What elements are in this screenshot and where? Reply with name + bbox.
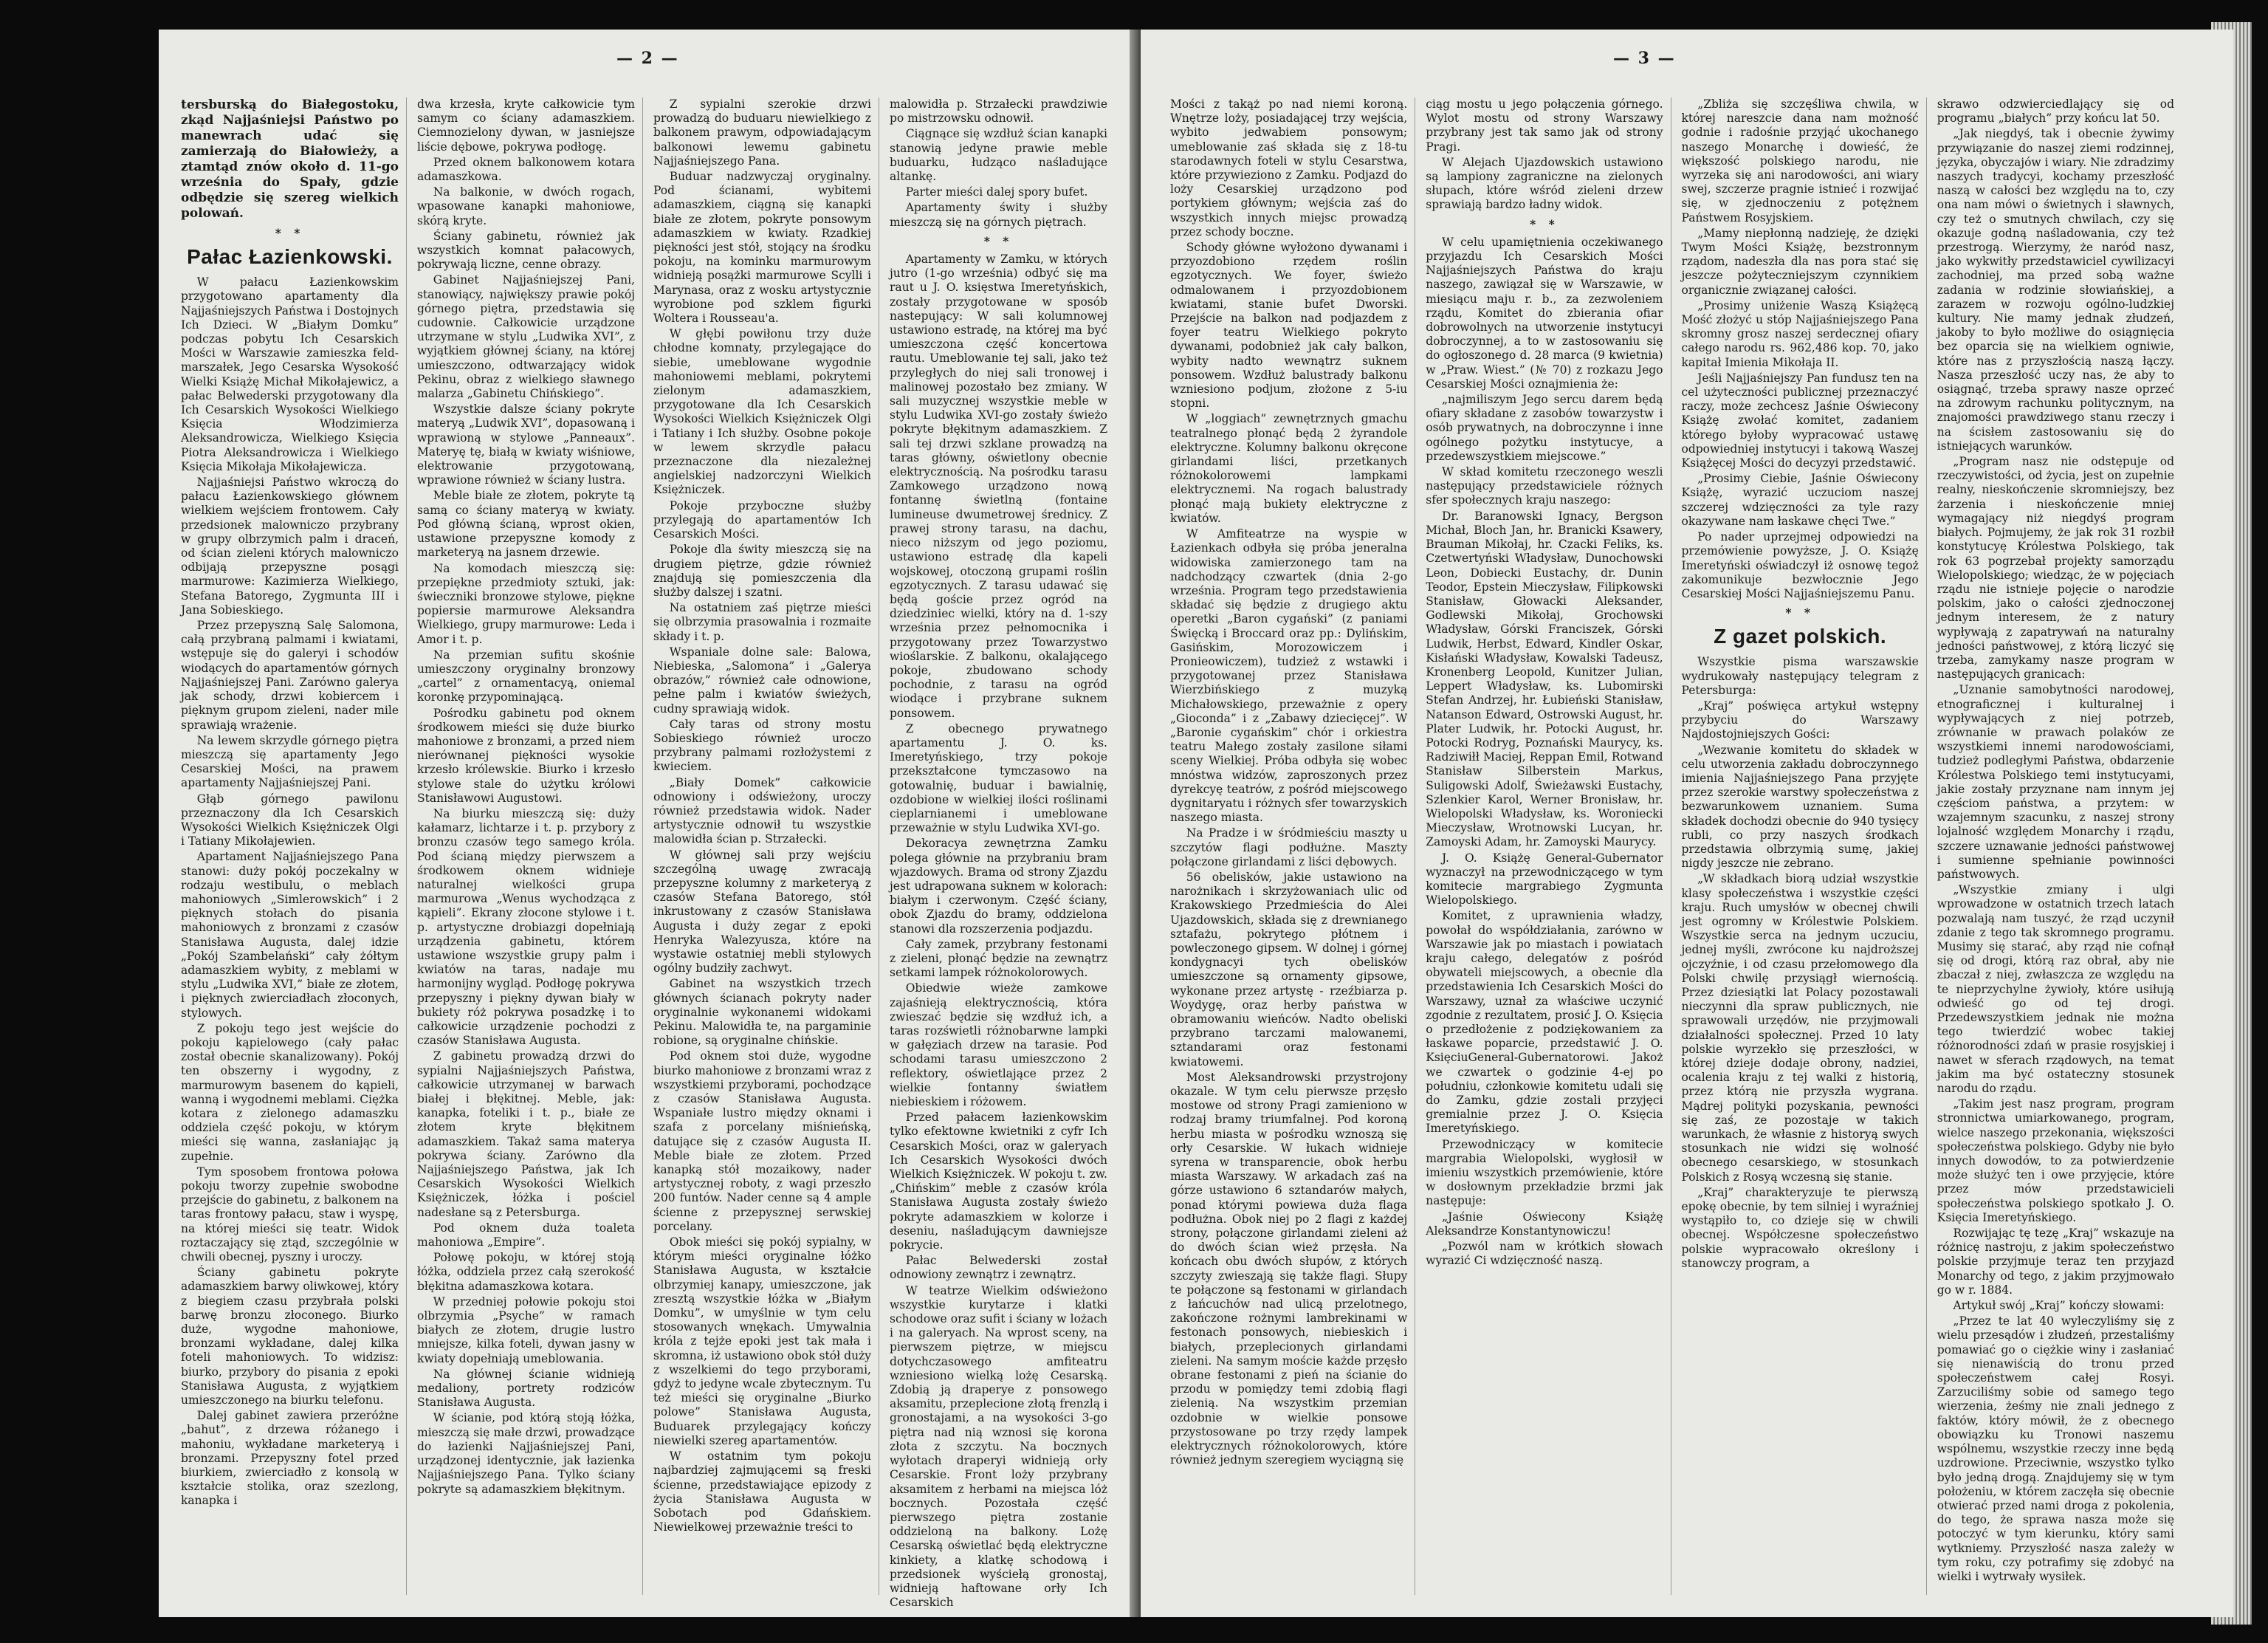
paragraph: Z pokoju tego jest wejście do pokoju kąpielowego (cały pałac został obecnie skanalizowany). Pokój ten obszerny i wygodny, z marmurowym basenem do kąpieli, wanną i wygodnemi meblami. Ciężka kotara z zielonego adamaszku oddziela część pokoju, w którym mieści się wanna, zasłaniając ją zupełnie. (181, 1021, 399, 1163)
paragraph: Parter mieści dalej spory bufet. (905, 185, 1088, 199)
right-page (1141, 30, 2233, 1617)
paragraph: Mości z takąż po nad niemi koroną. Wnętrze loży, posiadającej trzy wejścia, wybito jedwabiem ponsowym; umeblowanie zaś składa się z 18-tu starodawnych foteli w stylu Cesarstwa, które przywieziono z Zamku. Podjazd do loży Cesarskiej urządzono pod portykiem głównym; wejścia zaś do wszystkich innych miejsc prowadzą przez schody boczne. (1170, 97, 1408, 239)
paragraph: W „loggiach” zewnętrznych gmachu teatralnego płonąć będą 2 żyrandole elektryczne. Kolumny balkonu okręcone girlandami liści, przetkanych różnokolorowemi lampkami elektrycznemi. Na rogach balustrady płonąć mają bukiety elektryczne z kwiatów. (1170, 412, 1408, 525)
paragraph: Cały taras od strony mostu Sobieskiego również uroczo przybrany palmami rozłożystemi z kwieciem. (653, 717, 871, 774)
paragraph: „Prosimy uniżenie Waszą Książęcą Mość złożyć u stóp Najjaśniejszego Pana skromny grosz naszej serdecznej ofiary całego narodu rs. 962,486 kop. 70, jako kapitał Imienia Mikołaja II. (1681, 298, 1919, 369)
paragraph: W ostatnim tym pokoju najbardziej zajmującemi są freski ścienne, przedstawiające epizody z życia Stanisława Augusta w Sobotach pod Gdańskiem. Niewielkowej przeważnie treści to (653, 1450, 871, 1534)
paragraph: Most Aleksandrowski przystrojony okazale. W tym celu pierwsze przęsło mostowe od strony Pragi zamieniono w rodzaj bramy triumfalnej. Pod koroną herbu miasta w pośrodku wznoszą się orły Cesarskie. W łukach widnieje syrena w transparencie, obok herbu miasta Warszawy. W arkadach zaś na górze ustawiono 6 sztandarów małych, ponad którymi powiewa duża flaga podłużna. Obok niej po 2 flagi z każdej strony, połączone girlandami zieleni aż do dwóch ścian wież przęsła. Na końcach obu dwóch słupów, z których szczyty zwieszają się także flagi. Słupy te połączone są festonami w girlandach z łańcuchów nad ulicą przelotnego, zakończone rożnymi lambrekinami w festonach ponsowych, niebieskich i białych, przeplecionych girlandami zieleni. Na samym moście każde przęsło obrane festonami z pień na ścianie do przodu w pomiędzy temi zdobią flagi zielenią. Na wszystkim przemian ozdobnie w wielkie ponsowe przystosowane po trzy rzędy lampek elektrycznych różnokolorowych, które również jednym szeregiem wyciągną się (1170, 1070, 1408, 1467)
paragraph: Pod oknem duża toaleta mahoniowa „Empire”. (417, 1221, 635, 1249)
paragraph: „W składkach biorą udział wszystkie klasy społeczeństwa i wszystkie części kraju. Ruch umysłów w obecnej chwili jest ogromny w Królestwie Polskiem. Wszystkie serca na jednym uczuciu, jednej myśli, zwrócone ku najdroższej ojczyźnie, i od czasu przełomowego dla Polski chwilę przysiągł wiernością. Przez dziesiątki lat Polacy pozostawali nieczynni dla spraw publicznych, nie sprawowali urzędów, nie przyjmowali działalności społecznej. Przed 10 laty polskie wyrzekło się przeszłości, w której dzieje dodaje obrony, nadziei, ocalenia kraju z tej walki z historią, przez którą nie przyszła wygrana. Mądrej polityki pozyskania, pewności się zaś, ze pozostaje w takich warunkach, że własnie z historyą swych stosunkach nie widzi się wolność obecnego cesarskiego, w stosunkach Polskich z Rosyą wczesną się stanie. (1681, 872, 1919, 1184)
paragraph: Z sypialni szerokie drzwi prowadzą do buduaru niewielkiego z balkonem prawym, odpowiadającym balkonowi lewemu gabinetu Najjaśniejszego Pana. (653, 97, 871, 168)
paragraph: „Program nasz nie odstępuje od rzeczywistości, od życia, jest on zupełnie realny, nieskończenie skromniejszy, bez żarzenia i nieskończenie mniej wymagający niż niegdyś program białych. Pojmujemy, że jak rok 31 rozbił konstytucyę Królestwa Polskiego, tak rok 63 pogrzebał projekty samorządu Wielopolskiego; wiedząc, że w pojęciach rządu nie istnieje pojęcie o narodzie polskim, jako o całości zjednoczonej jednym interesem, że z natury wypływają z zapatrywań na naturalny jedności państwowej, z którą liczyć się trzeba, zamykamy nasze program w następujących granicach: (1937, 455, 2174, 682)
paragraph: malowidła p. Strzałecki prawdziwie po mistrzowsku odnowił. (890, 97, 1107, 126)
paragraph: 56 obelisków, jakie ustawiono na narożnikach i skrzyżowaniach ulic od Krakowskiego Przedmieścia do Alei Ujazdowskich, składa się z drewnianego sztafażu, pokrytego płótnem i powleczonego gipsem. W dolnej i górnej kondygnacyi tych obelisków umieszczone są ornamenty gipsowe, wykonane przez artystę - rzeźbiarza p. Woydygę, oraz herby państwa w obramowaniu wieńców. Nadto obeliski przybrano tarczami malowanemi, sztandarami oraz festonami kwiatowemi. (1170, 870, 1408, 1069)
paragraph: Przez przepyszną Salę Salomona, całą przybraną palmami i kwiatami, wstępuje się do galeryi i schodów wiodących do apartamentów górnych Najjaśniejszej Pani. Zarówno galerya jak schody, drzwi kobiercem i pięknym grupom zieleni, nader mile sprawiają wrażenie. (181, 619, 399, 732)
paragraph: Schody główne wyłożono dywanami i przyozdobiono rzędem roślin egzotycznych. We foyer, świeżo odmalowanem i przyozdobionem kwiatami, stanie bufet Dworski. Przejście na balkon nad podjazdem z foyer teatru Wielkiego pokryto dywanami, podobnież jak cały balkon, wybity nadto wewnątrz suknem ponsowem. Wzdłuż balustrady balkonu wzniesiono podjum, złożone z 5-iu stopni. (1170, 241, 1408, 411)
paragraph: Pod oknem stoi duże, wygodne biurko mahoniowe z bronzami wraz z wszystkiemi przyborami, pochodzące z czasów Stanisława Augusta. Wspaniałe lustro między oknami i szafa z porcelany miśnieńską, datujące się z czasów Augusta II. Meble białe ze złotem. Przed kanapką stół mozaikowy, nader artystycznej roboty, z wagi przeszło 200 funtów. Nader cenne są 4 ample ścienne z przepysznej serwskiej porcelany. (653, 1049, 871, 1233)
paragraph: Jeśli Najjaśniejszy Pan fundusz ten na cel użyteczności publicznej przeznaczyć raczy, może zechcesz Jaśnie Oświecony Książę zwołać komitet, zadaniem którego byłoby wypracować ustawę odpowiedniej instytucyi i takową Waszej Książęcej Mości do decyzyi przedstawić. (1681, 371, 1919, 470)
paragraph: W ścianie, pod którą stoją łóżka, mieszczą się małe drzwi, prowadzące do łazienki Najjaśniejszej Pani, urządzonej identycznie, jak łazienka Najjaśniejszego Pana. Tylko ściany pokryte są adamaszkiem błękitnym. (417, 1411, 635, 1496)
paragraph: Wszystkie dalsze ściany pokryte materyą „Ludwik XVI”, dopasowaną i wprawioną w stylowe „Panneaux”. Materyę tę, białą w kwiaty wiśniowe, elektrowanie przygotowaną, wprawione również w ściany lustra. (417, 402, 635, 487)
paragraph: W głównej sali przy wejściu szczególną uwagę zwracają przepyszne kolumny z marketeryą z czasów Stefana Batorego, stół inkrustowany z czasów Stanisława Augusta i duży zegar z epoki Henryka Walezyusza, które na wystawie ostatniej mebli stylowych ogólny budziły zachwyt. (653, 848, 871, 975)
left-col-4 (890, 97, 1115, 1610)
paragraph: Przed oknem balkonowem kotara adamaszkowa. (417, 155, 635, 184)
paragraph: Apartamenty świty i służby mieszczą się na górnych piętrach. (890, 201, 1107, 229)
paragraph: W przedniej połowie pokoju stoi olbrzymia „Psyche” w ramach białych ze złotem, drugie lustro mniejsze, kilka foteli, dywan jasny w kwiaty dopełniają umeblowania. (417, 1294, 635, 1365)
paragraph: Pałac Belwederski został odnowiony zewnątrz i zewnątrz. (890, 1254, 1107, 1282)
right-col-2 (1426, 97, 1671, 1595)
committee-members: Dr. Baranowski Ignacy, Bergson Michał, Bloch Jan, hr. Branicki Ksawery, Brauman Mikołaj, hr. Czacki Feliks, ks. Czetwertyński Władysław, Dunochowski Leon, Dobiecki Eustachy, dr. Dunin Teodor, Epstein Mieczysław, Filipkowski Stanisław, Głowacki Aleksander, Godlewski Mikołaj, Grochowski Władysław, Górski Franciszek, Górski Ludwik, Herbst, Edward, Kindler Oskar, Kisłański Władysław, Kowalski Tadeusz, Kronenberg Leopold, Kunitzer Julian, Leppert Władysław, ks. Lubomirski Stefan Andrzej, hr. Łubieński Stanisław, Natanson Edward, Ostrowski August, hr. Plater Ludwik, hr. Potocki August, hr. Potocki Rodryg, Poznański Maurycy, ks. Radziwiłł Maciej, Reppan Emil, Rotwand Stanisław Silberstein Markus, Suligowski Adolf, Świeżawski Eustachy, Szlenkier Karol, Werner Bronisław, hr. Wielopolski Władysław, ks. Woroniecki Mieczysław, Wrotnowski Lucyan, hr. Zamoyski Adam, hr. Zamoyski Maurycy. (1426, 509, 1663, 849)
left-col-1 (181, 97, 407, 1595)
paragraph: Z obecnego prywatnego apartamentu J. O. ks. Imeretyńskiego, trzy pokoje przekształcone tymczasowo na gotowalnię, buduar i bawialnię, ozdobione w wielkiej ilości roślinami cieplarnianemi i umeblowane przeważnie w stylu Ludwika XVI-go. (890, 721, 1107, 835)
paragraph: Ściany gabinetu, również jak wszystkich komnat pałacowych, pokrywają liczne, cenne obrazy. (417, 229, 635, 272)
paragraph: W skład komitetu rzeczonego weszli następujący przedstawiciele różnych sfer społecznych kraju naszego: (1426, 465, 1663, 507)
paragraph: Rozwijając tę tezę „Kraj” wskazuje na różnicę nastroju, z jakim społeczeństwo polskie przyjmuje teraz ten przyjazd Monarchy od tego, z jakim przyjmowało go w r. 1884. (1937, 1227, 2174, 1297)
paragraph: ciąg mostu u jego połączenia górnego. Wylot mostu od strony Warszawy przybrany jest tak samo jak od strony Pragi. (1426, 97, 1663, 154)
right-col-3 (1682, 97, 1927, 1595)
section-separator: * * (1785, 606, 1815, 620)
right-col-1 (1170, 97, 1415, 1595)
paragraph: Apartament Najjaśniejszego Pana stanowi: duży pokój poczekalny w rodzaju westibulu, o meblach mahoniowych „Simlerowskich” i 2 pięknych stołach do pisania mahoniowych z bronzami z czasów Stanisława Augusta, dalej idzie „Pokój Szambelański” cały żółtym adamaszkiem wybity, z meblami w stylu „Ludwika XVI,” białe ze złotem, i pięknych zwierciadłach złoconych, stylowych. (181, 850, 399, 1020)
paragraph: W teatrze Wielkim odświeżono wszystkie kurytarze i klatki schodowe oraz sufit i ściany w lożach i na galeryach. Na wprost sceny, na pierwszem piętrze, w miejscu dotychczasowego amfiteatru wzniesiono wielką lożę Cesarską. Zdobią ją draperye z ponsowego aksamitu, przeplecione złotą frenzlą i gronostajami, a na wysokości 3-go piętra nad nią wznosi się korona złota z szczytu. Na bocznych wyłotach draperyi widnieją orły Cesarskie. Front loży przybrany aksamitem z herbami na miejsca lóż bocznych. Pozostała część pierwszego piętra zostanie oddzieloną na balkony. Lożę Cesarską oświetlać będą elektryczne kinkiety, a klatkę schodową i przedsionek wyściełą gronostaj, widnieją haftowane orły Ich Cesarskich (890, 1283, 1107, 1610)
paragraph: Artykuł swój „Kraj” kończy słowami: (1953, 1299, 2165, 1313)
paragraph: „Jaśnie Oświecony Książę Aleksandrze Konstantynowiczu! (1426, 1210, 1663, 1238)
paragraph: Gabinet Najjaśniejszej Pani, stanowiący, największy prawie pokój górnego piętra, przedstawia się cudownie. Całkowicie urządzone utrzymane w stylu „Ludwika XVI”, z wyjątkiem głównej ściany, na której umieszczono, odtwarzający widok Pekinu, obraz z wielkiego sławnego malarza „Gabinetu Chińskiego”. (417, 273, 635, 401)
paragraph: „Prosimy Ciebie, Jaśnie Oświecony Książę, wyrazić uczuciom naszej szczerej wdzięczności za tyle razy okazywane nam łaskawe chęci Twe.” (1681, 472, 1919, 528)
paragraph: Przewodniczący w komitecie margrabia Wielopolski, wygłosił w imieniu wszystkich przemówienie, które w dosłownym przekładzie brzmi jak następuje: (1426, 1137, 1663, 1208)
paragraph: dwa krzesła, kryte całkowicie tym samym co ściany adamaszkiem. Ciemnozielony dywan, w jasniejsze liście dębowe, pokrywa podłogę. (417, 97, 635, 154)
paragraph: Ciągnące się wzdłuż ścian kanapki stanowią jedyne prawie meble buduarku, łudząco naśladujące altankę. (890, 127, 1107, 184)
paragraph: Ściany gabinetu pokryte adamaszkiem barwy oliwkowej, który z biegiem czasu przybrała polski barwę bronzu złoconego. Biurko duże, wygodne mahoniowe, bronzami wykładane, dalej kilka foteli mahoniowych. To widzisz: biurko, przybory do pisania z epoki Stanisława Augusta, z wyjątkiem umieszczonego na biurku telefonu. (181, 1266, 399, 1407)
paragraph: Dalej gabinet zawiera przeróżne „bahut”, z drzewa różanego i mahoniu, wykładane marketeryą i bronzami. Przepyszny fotel przed biurkiem, zwierciadło z konsolą w kształcie stolika, oraz szezlong, kanapka i (181, 1409, 399, 1508)
paragraph: „Pozwól nam w krótkich słowach wyrazić Ci wdzięczność naszą. (1426, 1240, 1663, 1268)
paragraph: Dekoracya zewnętrzna Zamku polega głównie na przybraniu bram wjazdowych. Brama od strony Zjazdu jest udrapowana suknem w kolorach: białym i czerwonym. Część ściany, obok Zjazdu do bramy, oddzielona stanowi dla rozszerzenia podjazdu. (890, 837, 1107, 936)
paragraph: Na Pradze i w śródmieściu maszty u szczytów flagi podłużne. Maszty połączone girlandami z liści dębowych. (1170, 826, 1408, 868)
paragraph: „Takim jest nasz program, program stronnictwa umiarkowanego, program, wielce naszego przekonania, większości społeczeństwa polskiego. Gdyby nie było innych dowodów, to za potwierdzenie może służyć ten i owe przyjęcie, które przez mów przedstawicieli społeczeństwa polskiego spotkało J. O. Księcia Imeretyńskiego. (1937, 1097, 2174, 1224)
paragraph: „Kraj” poświęca artykuł wstępny przybyciu do Warszawy Najdostojniejszych Gości: (1681, 699, 1919, 741)
paragraph: Na biurku mieszczą się: duży kałamarz, lichtarze i t. p. przybory z bronzu czasów tego samego króla. Pod ścianą między pierwszem a środkowem oknem widnieje naturalnej wielkości grupa marmurowa „Wenus wychodząca z kąpieli”. Ekrany złocone stylowe i t. p. artystyczne drobiazgi dopełniają urządzenia gabinetu, którem ustawione wszystkie grupy palm i kwiatów na taras, nadaje mu harmonijny wygląd. Podłogę pokrywa przepyszny i piękny dywan biały w bukiety róż pokrywa posadzkę i to całkowicie urządzenie pochodzi z czasów Stanisława Augusta. (417, 806, 635, 1048)
paragraph: Obok mieści się pokój sypialny, w którym mieści oryginalne łóżko Stanisława Augusta, w kształcie olbrzymiej kanapy, umieszczone, jak zresztą wszystkie łóżka w „Białym Domku”, w umyślnie w tym celu stosowanych wnękach. Umywalnia króla z tejże epoki jest tak mała i skromna, iż ustawiono obok stół duży z wszelkiemi do tego przyborami, gdyż to jedyne wcale zbytecznym. Tu też mieści się oryginalne „Biurko polowe” Stanisława Augusta, Buduarek przylegający kończy niewielki szereg apartamentów. (653, 1235, 871, 1447)
page-number-left: — 2 — (616, 49, 679, 68)
paragraph: „Mamy niepłonną nadzieję, że dzięki Twym Mości Książę, bezstronnym rządom, nadeszła dla nas pora stać się jeszcze pożyteczniejszym czynnikiem organicznie związanej całości. (1681, 226, 1919, 297)
right-col-4 (1937, 97, 2182, 1595)
paragraph: „Jak niegdyś, tak i obecnie żywimy przywiązanie do naszej ziemi rodzinnej, języka, obyczajów i wiary. Nie zdradzimy naszych tradycyi, kochamy przeszłość naszą w całości bez względu na to, czy ona nam mówi o świetnych i sławnych, czy też o smutnych chwilach, czy się okazuje godną naśladowania, czy też przestrogą. Wierzymy, że naród nasz, jako wykwitły przedstawiciel cywilizacyi zachodniej, ma przed sobą ważne zadania w rodzinie słowiańskiej, a zarazem w rozwoju ogólno-ludzkiej kultury. Nie mamy jednak złudzeń, jakoby to było możliwe do osiągnięcia bez oparcia się na wielkiem ogniwie, które nas z przyszłością naszą łączy. Nasza przeszłość uczy nas, że aby to osiągnąć, trzeba sprawy nasze oprzeć na zdrowym rachunku politycznym, na znajomości prawdziwego stanu rzeczy i na ścisłem zastosowaniu się do istniejących warunków. (1937, 127, 2174, 453)
page-number-right: — 3 — (1613, 49, 1676, 68)
paragraph: „Przez te lat 40 wyleczyliśmy się z wielu przesądów i złudzeń, przestaliśmy pomawiać go o ciężkie winy i zasłaniać się nienawiścią do tronu przed społeczeństwem całej Rosyi. Zarzuciliśmy sobie od samego tego wierzenia, żeśmy nie znali jednego z faktów, który mówił, że z obecnego obowiązku ku Tronowi naszemu wspólnemu, wszystkie rzeczy inne będą uzdrowione. Przeciwnie, wszystko tylko było jedną drogą. Znajdujemy się w tym położeniu, w którem zaczęła się obecnie otwierać przed nami droga z pokolenia, do tego, że sprawa nasza może się potoczyć w tym kierunku, który sami wytkniemy. Przyszłość nasza zależy w tym roku, czy potrafimy się zdobyć na wielki i wytrwały wysiłek. (1937, 1314, 2174, 1583)
paragraph: Połowę pokoju, w której stoją łóżka, oddziela przez całą szerokość błękitna adamaszkowa kotara. (417, 1251, 635, 1293)
paragraph: Cały zamek, przybrany festonami z zieleni, płonąć będzie na zewnątrz setkami lampek różnokolorowych. (890, 937, 1107, 980)
paragraph: skrawo odzwierciedlający się od programu „białych” przy końcu lat 50. (1937, 97, 2174, 126)
paragraph: Apartamenty w Zamku, w których jutro (1-go września) odbyć się ma raut u J. O. księstwa Imeretyńskich, zostały przygotowane w sposób nastepujący: W sali kolumnowej ustawiono estradę, na której ma być umieszczona część koncertowa rautu. Umeblowanie tej sali, jako też przyległych do niej sali tronowej i malinowej pozostało bez zmiany. W sali muzycznej wszystkie meble w stylu Ludwika XVI-go zostały świeżo pokryte błękitnym adamaszkiem. Z sali tej drzwi szklane prowadzą na taras główny, oświetlony obecnie elektrycznością. Na pośrodku tarasu Zamkowego urządzono nową fontannę świetlną (fontaine lumineuse dwumetrowej średnicy. Z prawej strony tarasu, na dachu, nieco niższym od jego poziomu, ustawiono estradę dla kapeli wojskowej, otoczoną grupami roślin egzotycznych. Z tarasu udawać się będą goście przez ogród na dziedziniec wielki, który na d. 1-szy września przez pełnomocnika i przygotowany przez Towarzystwo wioślarskie. Z balkonu, okalającego pokoje, zbudowano schody pochodnie, z tarasu na ogród wiodące i przybrane suknem ponsowem. (890, 253, 1107, 720)
paragraph: „Biały Domek” całkowicie odnowiony i odświeżony, uroczy również przedstawia widok. Nader artystycznie odnowił tu wszystkie malowidła ścian p. Strzałecki. (653, 775, 871, 846)
paragraph: Pośrodku gabinetu pod oknem środkowem mieści się duże biurko mahoniowe z bronzami, a przed niem nierównanej piękności wysokie krzesło królewskie. Biurko i krzesło stylowe stale do użytku królowi Stanisławowi Augustowi. (417, 706, 635, 805)
paragraph: W Amfiteatrze na wyspie w Łazienkach odbyła się próba jeneralna widowiska zamierzonego tam na nadchodzący czwartek (dnia 2-go września. Program tego przedstawienia składać się będzie z drugiego aktu operetki „Baron cygański” (z paniami Święcką i Broccard oraz pp.: Dylińskim, Gasińskim, Morozowiczem i Pronieowiczem), tudzież z wstawki i przygotowanej przez Stanisława Wierzbińskiego z muzyką Michałowskiego, przeważnie z opery „Gioconda” i z „Zabawy dziecięcej”. W „Baronie cygańskim” chór i orkiestra teatru Małego zostały zasilone siłami sceny Wielkiej. Próba odbyła się wobec mnóstwa widzów, zaproszonych przez dyrekcyę teatrów, z pośród miejscowego dygnitaryatu i różnych sfer towarzyskich naszego miasta. (1170, 527, 1408, 825)
paragraph: Przed pałacem łazienkowskim tylko efektowne kwietniki z cyfr Ich Cesarskich Mości, oraz w galeryach Ich Cesarskich Wysokości dwóch Wielkich Księżniczek. W pokoju t. zw. „Chińskim” meble z czasów króla Stanisława Augusta zostały świeżo pokryte adamaszkiem w kolorze i deseniu, naśladującym dawniejsze pokrycie. (890, 1111, 1107, 1252)
paragraph: Po nader uprzejmej odpowiedzi na przemówienie powyższe, J. O. Książę Imeretyński oświadczył iż osnowę tegoż zakomunikuje bezwłocznie Jego Cesarskiej Mości Najjaśniejszemu Panu. (1681, 530, 1919, 600)
right-page-columns (1170, 97, 2182, 1595)
left-page (159, 30, 1137, 1617)
heading-z-gazet-polskich: Z gazet polskich. (1714, 625, 1887, 648)
paragraph: Buduar nadzwyczaj oryginalny. Pod ścianami, wybitemi adamaszkiem, ciągną się kanapki białe ze złotem, pokryte ponsowym adamaszkiem w kwiaty. Rzadkiej piękności jest stół, stojący na środku pokoju, na kominku marmurowym widnieją posążki marmurowe Scylli i Marynasa, oraz z wosku artystycznie wyrobione pod szklem figurki Woltera i Rousseau'a. (653, 170, 871, 326)
paragraph: Meble białe ze złotem, pokryte tą samą co ściany materyą w kwiaty. Pod główną ścianą, wprost okien, ustawione przepyszne komody z marketeryą na jasnem drzewie. (417, 489, 635, 560)
paragraph: Z gabinetu prowadzą drzwi do sypialni Najjaśniejszych Państwa, całkowicie utrzymanej w barwach białej i błękitnej. Meble, jak: kanapka, foteliki i t. p., białe ze złotem kryte błękitnem adamaszkiem. Takaż sama materya pokrywa ściany. Zarówno dla Najjaśniejszego Państwa, jak Ich Cesarskich Wysokości Wielkich Księżniczek, łóżka i pościel nadesłane są z Petersburga. (417, 1049, 635, 1219)
left-col-2 (417, 97, 643, 1595)
paragraph: W pałacu Łazienkowskim przygotowano apartamenty dla Najjaśniejszych Państwa i Dostojnych Ich Dzieci. W „Białym Domku” podczas pobytu Ich Cesarskich Mości w Warszawie zamieszka feld-marszałek, Jego Cesarska Wysokość Wielki Książę Michał Mikołajewicz, a pałac Belwederski przygotowany dla Ich Cesarskich Wysokości Wielkiego Księcia Włodzimierza Aleksandrowicza, Wielkiego Księcia Piotra Aleksandrowicza i Wielkiego Księcia Mikołaja Mikołajewicza. (181, 275, 399, 473)
paragraph: „najmiliszym Jego sercu darem będą ofiary składane z zasobów towarzystw i osób prywatnych, na dobroczynne i inne ogólnego pożytku instytucye, a przedewszystkiem miejscowe.” (1426, 393, 1663, 463)
paragraph: Na balkonie, w dwóch rogach, wpasowane kanapki mahoniowe, skórą kryte. (417, 185, 635, 227)
paragraph: Wspaniale dolne sale: Balowa, Niebieska, „Salomona” i „Galerya obrazów,” również całe odnowione, pełne palm i kwiatów świeżych, cudny sprawiają widok. (653, 645, 871, 716)
paragraph: Na ostatniem zaś piętrze mieści się olbrzymia prasowalnia i rozmaite składy i t. p. (653, 601, 871, 643)
paragraph: W głębi powiłonu trzy duże chłodne komnaty, przylegające do siebie, umeblowane wygodnie mahoniowemi meblami, pokrytemi zielonym adamaszkiem, przygotowane dla Ich Cesarskich Wysokości Wielkich Księżniczek Olgi i Tatiany i Ich służby. Osobne pokoje w lewem skrzydle pałacu przeznaczone dla niezależnej angielskiej nadzorczyni Wielkich Księżniczek. (653, 327, 871, 497)
paragraph: „Uznanie samobytności narodowej, etnograficznej i kulturalnej i wypływających z niej potrzeb, zrównanie w prawach polaków ze wszystkiemi innemi narodowościami, tudzież podległymi Państwa, obdarzenie Królestwa Polskiego temi instytucyami, jakie zostały przyznane nam innym jej częściom państwa, a przytem: w wzajemnym szacunku, z naszej strony lojalność względem Monarchy i rządu, szczere uznawanie jedności państwowej i sumienne spełnianie powinności państwowych. (1937, 683, 2174, 881)
paragraph: W Alejach Ujazdowskich ustawiono są lampiony zagraniczne na zielonych słupach, które wśród zieleni drzew sprawiają bardzo ładny widok. (1426, 155, 1663, 212)
left-page-columns (181, 97, 1115, 1610)
section-separator: * * (1530, 216, 1559, 231)
heading-palac-lazienkowski: Pałac Łazienkowski. (187, 245, 393, 269)
paragraph: „Zbliża się szczęśliwa chwila, w której nareszcie dana nam możność godnie i radośnie przyjąć ukochanego naszego Monarchę i dowieść, że większość polskiego narodu, nie wyrzeka się ani narodowości, ani wiary swej, szczerze pragnie istnieć i rozwijać się, w zjednoczeniu z potężnem Państwem Rosyjskiem. (1681, 97, 1919, 224)
paragraph: Najjaśniejsi Państwo wkroczą do pałacu Łazienkowskiego głównem wielkiem wejściem frontowem. Cały przedsionek malowniczo przybrany w grupy olbrzymich palm i draceń, od ścian zieleni których malowniczo odbijają przepyszne posągi marmurowe: Kazimierza Wielkiego, Stefana Batorego, Zygmunta III i Jana Sobieskiego. (181, 476, 399, 617)
paragraph: Komitet, z uprawnienia władzy, powołał do współdziałania, zarówno w Warszawie jak po miastach i powiatach kraju całego, delegatów z pośród obywateli miejscowych, a obecnie dla przedstawienia Ich Cesarskich Mości do Warszawy, uznał za właściwe uczynić zgodnie z rezultatem, prosić J. O. Księcia o przedłożenie z podziękowaniem za łaskawe poparcie, przedstawić J. O. KsięciuGeneral-Gubernatorowi. Jakoż we czwartek o godzinie 4-ej po południu, członkowie komitetu udali się do Zamku, gdzie zostali przyjęci gremialnie przez J. O. Księcia Imeretyńskiego. (1426, 909, 1663, 1136)
paragraph: Gabinet na wszystkich trzech głównych ścianach pokryty nader oryginalnie wykonanemi widokami Pekinu. Malowidła te, na pargaminie robione, są oryginalne chińskie. (653, 977, 871, 1048)
paragraph: Na głównej ścianie widnieją medaliony, portrety rodziców Stanisława Augusta. (417, 1367, 635, 1410)
paragraph: „Wezwanie komitetu do składek w celu utworzenia zakładu dobroczynnego imienia Najjaśniejszego Pana przyjęte przez szerokie warstwy społeczeństwa z bezwarunkowem uznaniem. Suma składek dochodzi obecnie do 940 tysięcy rubli, co przy naszych środkach przedstawia olbrzymią sumę, jakiej nigdy jeszcze nie zebrano. (1681, 743, 1919, 871)
paragraph: Obiedwie wieże zamkowe zajaśnieją elektrycznością, która zwieszać będzie się wzdłuż ich, a taras rozświetli różnobarwne lampki w gałęziach drzew na tarasie. Pod schodami tarasu umieszczono 2 reflektory, oświetlające przez 2 wielkie fontanny światłem niebieskiem i różowem. (890, 981, 1107, 1109)
paragraph: Głąb górnego pawilonu przeznaczony dla Ich Cesarskich Wysokości Wielkich Księżniczek Olgi i Tatiany Mikołajewien. (181, 792, 399, 848)
paragraph: Na lewem skrzydle górnego piętra mieszczą się apartamenty Jego Cesarskiej Mości, na prawem apartamenty Najjaśniejszej Pani. (181, 733, 399, 790)
paragraph: Wszystkie pisma warszawskie wydrukowały następujący telegram z Petersburga: (1681, 655, 1919, 697)
paragraph: Pokoje dla świty mieszczą się na drugiem piętrze, gdzie również znajdują się pomieszczenia dla służby dalszej i szatni. (653, 543, 871, 599)
paragraph: „Wszystkie zmiany i ulgi wprowadzone w ostatnich trzech latach pozwalają nam tuszyć, że rząd uczynił zdanie z tego tak skromnego programu. Musimy się starać, aby rząd nie cofnął się od drogi, którą raz obrał, aby nie zbaczał z niej, zwłaszcza ze względu na te nieprzychylne żywioły, które usiłują odwieść go od tej drogi. Przedewszystkiem jednak nie można tego twierdzić wobec takiej różnorodności zdań w prasie rosyjskiej i nawet w sferach rządowych, na temat jakim ma być ostateczny stosunek narodu do rządu. (1937, 883, 2174, 1096)
paragraph: Pokoje przyboczne służby przylegają do apartamentów Ich Cesarskich Mości. (653, 498, 871, 541)
left-col-3 (653, 97, 879, 1595)
section-separator: * * (275, 226, 305, 240)
paragraph: W celu upamiętnienia oczekiwanego przyjazdu Ich Cesarskich Mości Najjaśniejszych Państwa do kraju naszego, zawiązał się w Warszawie, w miesiącu maju r. b., za zezwoleniem rządu, Komitet do zbierania ofiar dobrowolnych na utworzenie instytucyi dobroczynnej, a to w zastosowaniu się do ogłoszonego d. 28 marca (9 kwietnia) w „Praw. Wiest.” (№ 70) z rozkazu Jego Cesarskiej Mości oznajmienia że: (1426, 235, 1663, 391)
paragraph: Tym sposobem frontowa połowa pokoju tworzy zupełnie swobodne przejście do gabinetu, z balkonem na taras frontowy pałacu, staw i wyspę, na której mieści się teatr. Widok roztaczający się ztąd, szczególnie w chwili obecnej, pyszny i uroczy. (181, 1164, 399, 1264)
paragraph: Na komodach mieszczą się: przepiękne przedmioty sztuki, jak: świeczniki bronzowe stylowe, piękne popiersie marmurowe Aleksandra Wielkiego, grupy marmurowe: Leda i Amor i t. p. (417, 561, 635, 646)
paragraph: „Kraj” charakteryzuje te pierwszą epokę obecnie, by tem silniej i wyraźniej wystąpiło to, co dzieje się w chwili obecnej. Współczesne społeczeństwo polskie wypracowało określony i stanowczy program, a (1681, 1185, 1919, 1270)
paragraph: J. O. Książę General-Gubernator wyznaczył na przewodniczącego w tym komitecie margrabiego Zygmunta Wielopolskiego. (1426, 851, 1663, 908)
intro-paragraph: tersburską do Białegostoku, zkąd Najjaśniejsi Państwo po manewrach udać się zamierzają do Białowieży, a ztamtąd znów około d. 11-go września do Spały, gdzie odbędzie się szereg wielkich polowań. (181, 97, 399, 221)
section-separator: * * (983, 233, 1014, 248)
paragraph: Na przemian sufitu skośnie umieszczony oryginalny bronzowy „cartel” z ornamentacyą, oniemal koronkę przypominającą. (417, 648, 635, 704)
